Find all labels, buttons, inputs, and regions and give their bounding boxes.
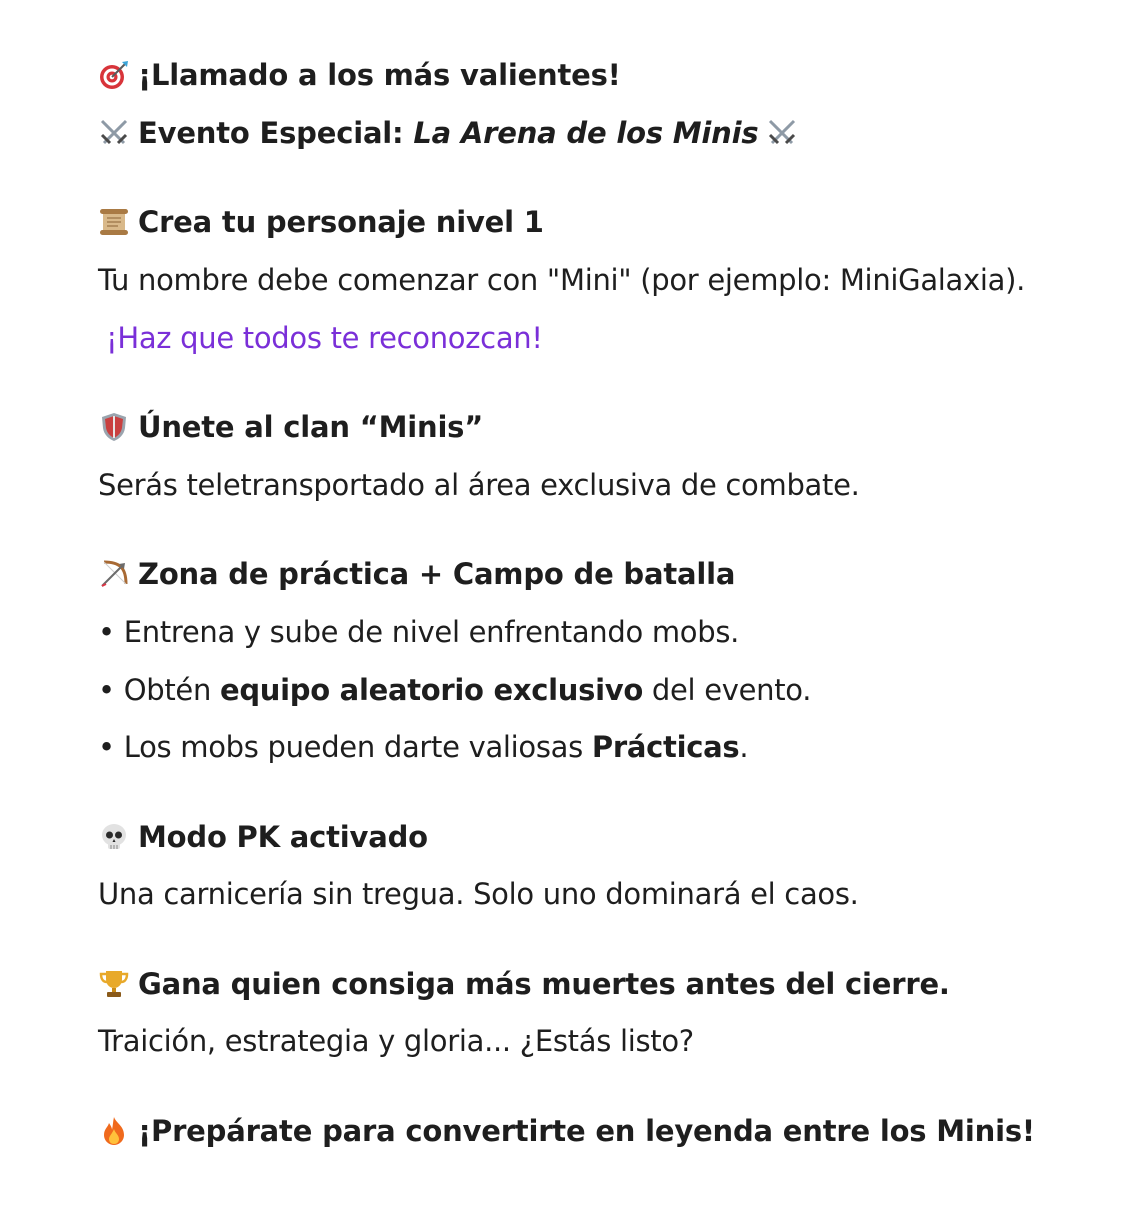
section-heading-text: Zona de práctica + Campo de batalla <box>138 557 736 591</box>
paragraph-text: Tu nombre debe comenzar con "Mini" (por ejemplo: MiniGalaxia). <box>98 263 1026 297</box>
bullet-item <box>98 612 739 652</box>
event-name-italic: La Arena de los Minis <box>413 116 759 150</box>
event-name-line <box>98 113 798 153</box>
section-heading-text: Únete al clan “Minis” <box>138 410 484 444</box>
bullet-item <box>98 727 748 767</box>
section-heading-text: Modo PK activado <box>138 820 428 854</box>
closing-line <box>98 1111 1035 1151</box>
title-text: ¡Llamado a los más valientes! <box>138 58 621 92</box>
trophy-icon <box>98 968 130 1000</box>
bullet-text-bold: Prácticas <box>591 730 740 764</box>
section-heading-zones <box>98 554 735 594</box>
section-heading-clan <box>98 407 483 447</box>
paragraph-text: Una carnicería sin tregua. Solo uno dominará el caos. <box>98 877 859 911</box>
section-heading-character <box>98 202 544 242</box>
paragraph-line <box>98 1021 694 1061</box>
paragraph-text: Traición, estrategia y gloria... ¿Estás listo? <box>98 1024 694 1058</box>
skull-icon <box>98 821 130 853</box>
section-heading-text: Crea tu personaje nivel 1 <box>138 205 544 239</box>
crossed-swords-icon <box>766 117 798 149</box>
bullet-text-pre: • Obtén <box>98 673 212 707</box>
fire-icon <box>98 1115 130 1147</box>
section-heading-pk <box>98 817 428 857</box>
highlight-text: ¡Haz que todos te reconozcan! <box>106 321 543 355</box>
crossed-swords-icon <box>98 117 130 149</box>
bullet-text-post: del evento. <box>651 673 812 707</box>
bullet-text-post: . <box>739 730 749 764</box>
bullet-text: • Entrena y sube de nivel enfrentando mobs. <box>98 615 740 649</box>
paragraph-text: Serás teletransportado al área exclusiva de combate. <box>98 468 860 502</box>
bullet-text-bold: equipo aleatorio exclusivo <box>219 673 643 707</box>
paragraph-line <box>98 874 859 914</box>
direct-hit-target-icon <box>98 59 130 91</box>
closing-text: ¡Prepárate para convertirte en leyenda entre los Minis! <box>138 1114 1035 1148</box>
shield-icon <box>98 411 130 443</box>
bullet-item <box>98 670 811 710</box>
scroll-icon <box>98 206 130 238</box>
section-heading-win <box>98 964 950 1004</box>
title-line <box>98 55 621 95</box>
event-name-prefix: Evento Especial: <box>138 116 404 150</box>
paragraph-line <box>98 465 860 505</box>
highlight-line <box>98 318 543 358</box>
bullet-text-pre: • Los mobs pueden darte valiosas <box>98 730 583 764</box>
bow-and-arrow-icon <box>98 558 130 590</box>
section-heading-text: Gana quien consiga más muertes antes del cierre. <box>138 967 950 1001</box>
paragraph-line <box>98 260 1025 300</box>
